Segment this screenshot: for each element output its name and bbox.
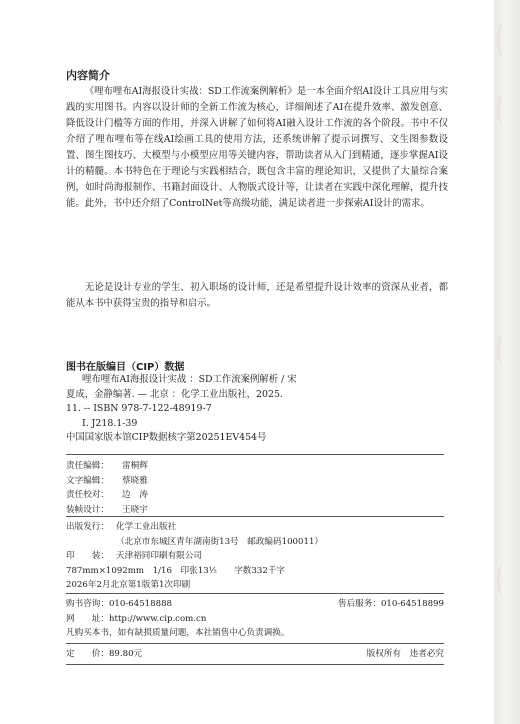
credits-block: [66, 459, 148, 517]
format-line: 787mm×1092mm 1/16 印张13½ 字数332千字: [66, 565, 285, 576]
cip-line: 夏成，金静编著. — 北京 ：化学工业出版社，2025.: [66, 388, 283, 400]
ornament-icon: [498, 20, 515, 60]
printer-label: 印 装：: [66, 551, 109, 561]
page-edge-decoration: [494, 0, 520, 724]
credit-value: 边 涛: [122, 490, 148, 500]
cip-line: 哩布哩布AI海报设计实战 ：SD工作流案例解析 / 宋: [82, 374, 297, 385]
contact-row: [66, 597, 444, 612]
purchase-phone: 购书咨询：010-64518888: [66, 599, 173, 609]
cip-title: 图书在版编目（CIP）数据: [66, 362, 185, 373]
credit-value: 雷桐辉: [122, 461, 148, 471]
edition-line: 2026年2月北京第1版第1次印刷: [66, 580, 191, 590]
cip-number: 中国国家版本馆CIP数据核字第20251EV454号: [66, 432, 267, 443]
cip-block: [66, 373, 438, 446]
publisher-row: [66, 520, 323, 535]
credit-row: [66, 488, 148, 503]
credit-row: [66, 503, 148, 518]
divider: [66, 593, 444, 594]
intro-paragraph-1: 《哩布哩布AI海报设计实战：SD工作流案例解析》是一本全面介绍AI设计工具应用与实践的实用图书。内容以设计师的全新工作流为核心，详细阐述了AI在提升效率、激发创意、降低设计门槛等方面的作用，并深入讲解了如何将AI融入设计工作流的各个阶段。书中不仅介绍了哩布哩布等在线AI绘画工具的使用方法，还系统讲解了提示词撰写、文生图参数设置、图生图技巧、大模型与小模型应用等关键内容，帮助读者从入门到精通，逐步掌握AI设计的精髓。本书特色在于理论与实践相结合，既包含丰富的理论知识，又提供了大量综合案例，如时尚海报制作、书籍封面设计、人物版式设计等，让读者在实践中深化理解，提升技能。此外，书中还介绍了ControlNet等高级功能，满足读者进一步探索AI设计的需求。: [66, 86, 448, 209]
printer-name: 天津裕同印刷有限公司: [116, 551, 202, 561]
credit-label: 责任编辑：: [66, 461, 109, 471]
credit-value: 王晓宇: [122, 504, 148, 515]
intro-heading: 内容简介: [66, 69, 110, 82]
publication-block: [66, 520, 323, 593]
rights-text: 版权所有 违者必究: [366, 649, 444, 659]
publisher-address: （北京市东城区青年湖南街13号 邮政编码100011）: [116, 536, 324, 547]
website-link[interactable]: 网 址：http://www.cip.com.cn: [66, 613, 207, 624]
printer-row: [66, 549, 323, 564]
price-text: 定 价：89.80元: [66, 649, 143, 659]
credit-value: 蔡晓雅: [122, 475, 148, 486]
contact-block: [66, 597, 444, 641]
divider: [66, 516, 444, 517]
notice-row: [66, 626, 444, 641]
ornament-icon: [498, 90, 515, 130]
divider: [66, 454, 444, 455]
exchange-notice: 凡购买本书，如有缺损质量问题，本社销售中心负责调换。: [66, 628, 290, 638]
credit-label: 文字编辑：: [66, 475, 109, 486]
ornament-icon: [498, 330, 515, 370]
website-row: [66, 612, 444, 627]
credit-row: [66, 474, 148, 489]
intro-paragraph-2: 无论是设计专业的学生、初入职场的设计师，还是希望提升设计效率的资深从业者，都能从本书中获得宝贵的指导和启示。: [66, 282, 448, 309]
ornament-icon: [498, 560, 515, 600]
price-row: [66, 647, 444, 662]
cip-line: 11. -- ISBN 978-7-122-48919-7: [66, 403, 212, 414]
divider: [66, 664, 444, 665]
credit-label: 责任校对：: [66, 490, 109, 500]
cip-line: Ⅰ. J218.1-39: [82, 417, 138, 429]
publisher-label: 出版发行：: [66, 522, 109, 532]
after-sales-phone: 售后服务：010-64518899: [337, 599, 444, 609]
publisher-name: 化学工业出版社: [116, 522, 177, 532]
credit-row: [66, 459, 148, 474]
divider: [66, 643, 444, 644]
credit-label: 装帧设计：: [66, 504, 109, 515]
